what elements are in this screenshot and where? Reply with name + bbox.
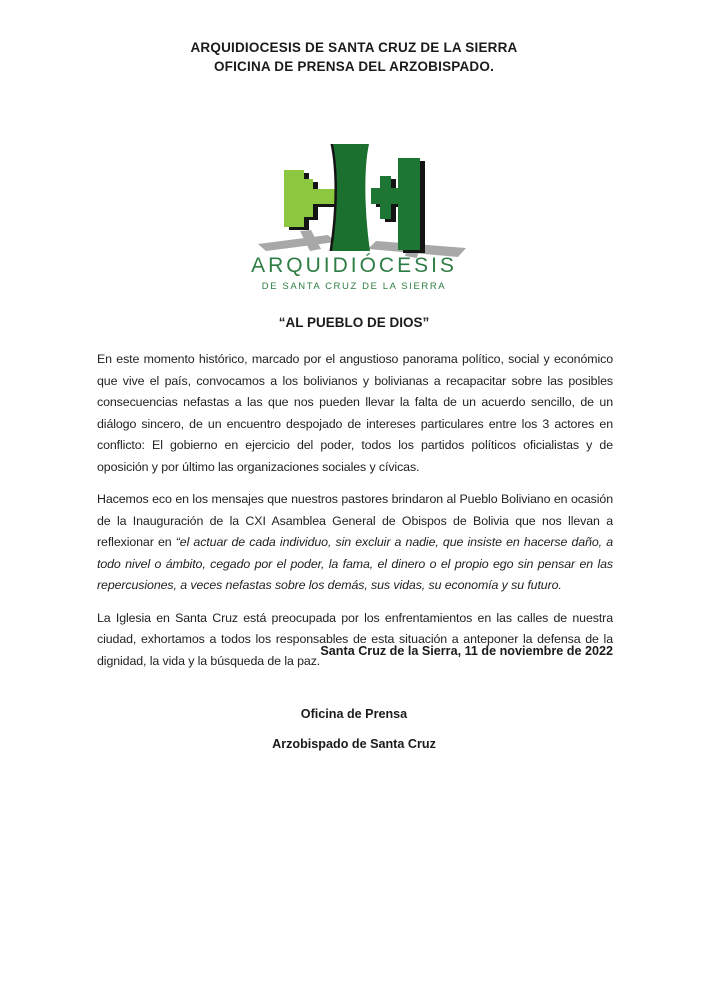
arquidiocesis-logo-icon — [255, 143, 470, 258]
arquidiocesis-logo — [255, 143, 470, 258]
body-paragraph-3: La Iglesia en Santa Cruz está preocupada por los enfrentamientos en las calles de nuestra ciudad, exhortamos a todos los responsables de esta situación a anteponer la defensa de la dignidad, la vida y la búsqueda de la paz. — [97, 610, 613, 668]
body-paragraph-1: En este momento histórico, marcado por el angustioso panorama político, social y económico que vive el país, convocamos a los bolivianos y bolivianas a recapacitar sobre las posibles consecuencias nefastas a las que nos pueden llevar la falta de un acuerdo sencillo, de un diálogo sincero, de un encuentro despojado de intereses particulares entre los 3 actores en conflicto: El gobierno en ejercicio del poder, todos los partidos políticos oficialistas y de oposición y por último las organizaciones sociales y cívicas. — [97, 352, 613, 474]
document-header — [0, 38, 708, 76]
logo-tagline: DE SANTA CRUZ DE LA SIERRA — [261, 281, 447, 292]
paragraph-2-intro: Hacemos eco en los mensajes que nuestros pastores brindaron al Pueblo Boliviano en ocasión de la Inauguración de la CXI Asamblea General de Obispos de Bolivia que nos llevan a reflexionar en — [97, 492, 613, 549]
paragraph-2-quote: “el actuar de cada individuo, sin excluir a nadie, que insiste en hacerse daño, a todo nivel o ámbito, cegado por el poder, la fama, el dinero o el propio ego sin pensar en las repercusiones, a veces nefastas sobre los demás, sus vidas, su economía y su futuro. — [97, 535, 613, 592]
footer-archbishopric: Arzobispado de Santa Cruz — [272, 737, 436, 751]
header-line-1: ARQUIDIOCESIS DE SANTA CRUZ DE LA SIERRA — [190, 40, 518, 55]
logo-wordmark: ARQUIDIÓCESIS — [251, 254, 457, 277]
footer-office: Oficina de Prensa — [300, 707, 408, 721]
header-line-2: OFICINA DE PRENSA DEL ARZOBISPADO. — [213, 59, 495, 74]
logo-center-column — [330, 144, 371, 251]
body-paragraph-2 — [97, 489, 613, 597]
dateline: Santa Cruz de la Sierra, 11 de noviembre de 2022 — [320, 644, 613, 658]
document-title: “AL PUEBLO DE DIOS” — [278, 315, 430, 330]
logo-right-key — [371, 158, 425, 253]
logo-shadow-left — [258, 230, 336, 251]
document-body — [97, 349, 613, 683]
